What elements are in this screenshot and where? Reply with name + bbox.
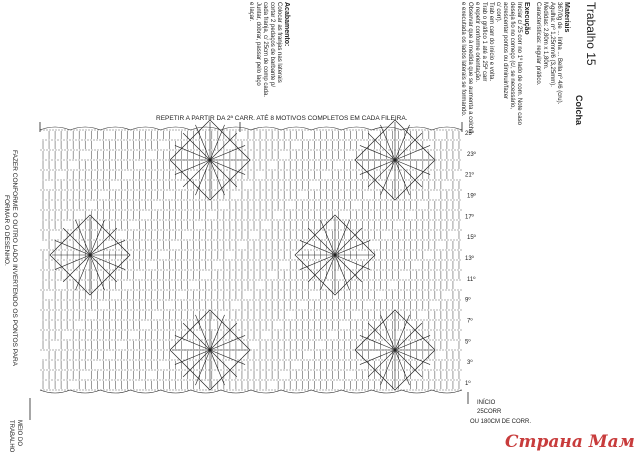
edge-scallop bbox=[100, 390, 130, 393]
materials-heading: Materiais bbox=[563, 2, 570, 33]
star-motif bbox=[50, 215, 130, 295]
edge-scallop bbox=[251, 390, 281, 393]
edge-scallop bbox=[221, 390, 251, 393]
star-motif bbox=[295, 215, 375, 295]
row-number-label: 17º bbox=[465, 214, 474, 221]
edge-scallop bbox=[130, 127, 160, 130]
edge-scallop bbox=[70, 390, 100, 393]
edge-scallop bbox=[221, 127, 251, 130]
materials-line: Medidas: 2,80m x 1,80m. bbox=[542, 2, 548, 70]
row-number-label: 3º bbox=[467, 360, 473, 367]
row-number-label: 23º bbox=[467, 151, 476, 158]
execution-line: acrescentar pontos ou diminuir/fazer bbox=[502, 2, 508, 100]
edge-scallop bbox=[161, 390, 191, 393]
row-number-label: 25º bbox=[465, 131, 474, 137]
page-title: Colcha bbox=[574, 95, 584, 126]
execution-line: Iniciar c/ 25 corr no 1º lado de com. Note caso bbox=[516, 2, 522, 125]
execution-line: e executada os lados laterais se formando. bbox=[460, 2, 466, 117]
row-number-label: 5º bbox=[465, 339, 471, 346]
inicio-label: INÍCIO bbox=[477, 400, 496, 406]
edge-scallop bbox=[70, 127, 100, 130]
edge-scallop bbox=[341, 127, 371, 130]
row-number-label: 21º bbox=[465, 172, 474, 179]
edge-scallop bbox=[130, 390, 160, 393]
execution-heading: Execução bbox=[523, 2, 530, 35]
edge-scallop bbox=[100, 127, 130, 130]
row-number-label: 9º bbox=[465, 297, 471, 304]
finishing-line: e laçar. bbox=[248, 2, 254, 22]
row-number-label: 11º bbox=[467, 276, 476, 283]
meio-label-2: TRABALHO bbox=[8, 420, 14, 453]
finishing-line: cortar 2 pedaços de barbante p/ bbox=[269, 2, 275, 88]
finishing-heading: Acabamento: bbox=[283, 2, 290, 47]
edge-scallop bbox=[311, 127, 341, 130]
row-number-label: 1º bbox=[465, 381, 471, 387]
materials-line: 367/0g de ... linha ... Bella nº 4/6 (cru). bbox=[556, 2, 562, 105]
edge-scallop bbox=[432, 390, 462, 393]
execution-line: Trab em carr do início e volta. bbox=[488, 2, 494, 82]
row-number-label: 19º bbox=[467, 193, 476, 200]
repeat-instruction: REPETIR A PARTIR DA 2ª CARR. ATÉ 8 MOTIVOS COMPLETOS EM CADA FILEIRA. bbox=[156, 115, 408, 122]
edge-scallop bbox=[402, 127, 432, 130]
corr-label: 25CORR bbox=[477, 409, 502, 415]
edge-scallop bbox=[402, 390, 432, 393]
execution-line: deseja fio no começo (c/, se necessário, bbox=[509, 2, 515, 110]
edge-scallop bbox=[281, 390, 311, 393]
left-instruction-2: FORMAR O DESENHO. bbox=[3, 195, 10, 266]
edge-scallop bbox=[432, 127, 462, 130]
materials-line: Características: regular prático. bbox=[535, 2, 541, 86]
edge-scallop bbox=[281, 127, 311, 130]
edge-scallop bbox=[372, 390, 402, 393]
finishing-line: Juntar, dobrar, passar pelo laço bbox=[255, 2, 261, 86]
length-label: OU 180CM DE CORR. bbox=[470, 419, 532, 425]
star-motif bbox=[170, 310, 250, 390]
edge-scallop bbox=[191, 390, 221, 393]
row-number-label: 15º bbox=[467, 235, 476, 242]
edge-scallop bbox=[251, 127, 281, 130]
edge-scallop bbox=[191, 127, 221, 130]
execution-line: e repetir conforme orientação. bbox=[474, 2, 480, 83]
edge-scallop bbox=[161, 127, 191, 130]
edge-scallop bbox=[341, 390, 371, 393]
trabalho-label: Trabalho 15 bbox=[584, 2, 598, 66]
execution-line: Trab o gráfico 1 até a 25ª carr bbox=[481, 2, 487, 82]
edge-scallop bbox=[40, 390, 70, 393]
finishing-line: Colocar as franjas nas laterais bbox=[276, 2, 282, 83]
edge-scallop bbox=[40, 127, 70, 130]
star-motif bbox=[170, 120, 250, 200]
execution-line: c/ corr). bbox=[495, 2, 501, 23]
meio-label-1: MEIO DO bbox=[16, 420, 22, 447]
edge-scallop bbox=[311, 390, 341, 393]
watermark-logo: Страна Мам bbox=[505, 432, 635, 452]
materials-line: Agulha: nº 1,25mm/6 (3,25mm). bbox=[549, 2, 555, 87]
row-number-label: 7º bbox=[467, 318, 473, 325]
left-instruction-1: FAZER CONFORME O OUTRO LADO INVERTENDO OS PONTOS PARA bbox=[11, 150, 18, 366]
finishing-line: cada franja, c/ 25cm de comp cada. bbox=[262, 2, 268, 98]
row-number-label: 13º bbox=[465, 256, 474, 262]
execution-line: Observar que à medida que se aumenta a colcha bbox=[467, 2, 473, 134]
